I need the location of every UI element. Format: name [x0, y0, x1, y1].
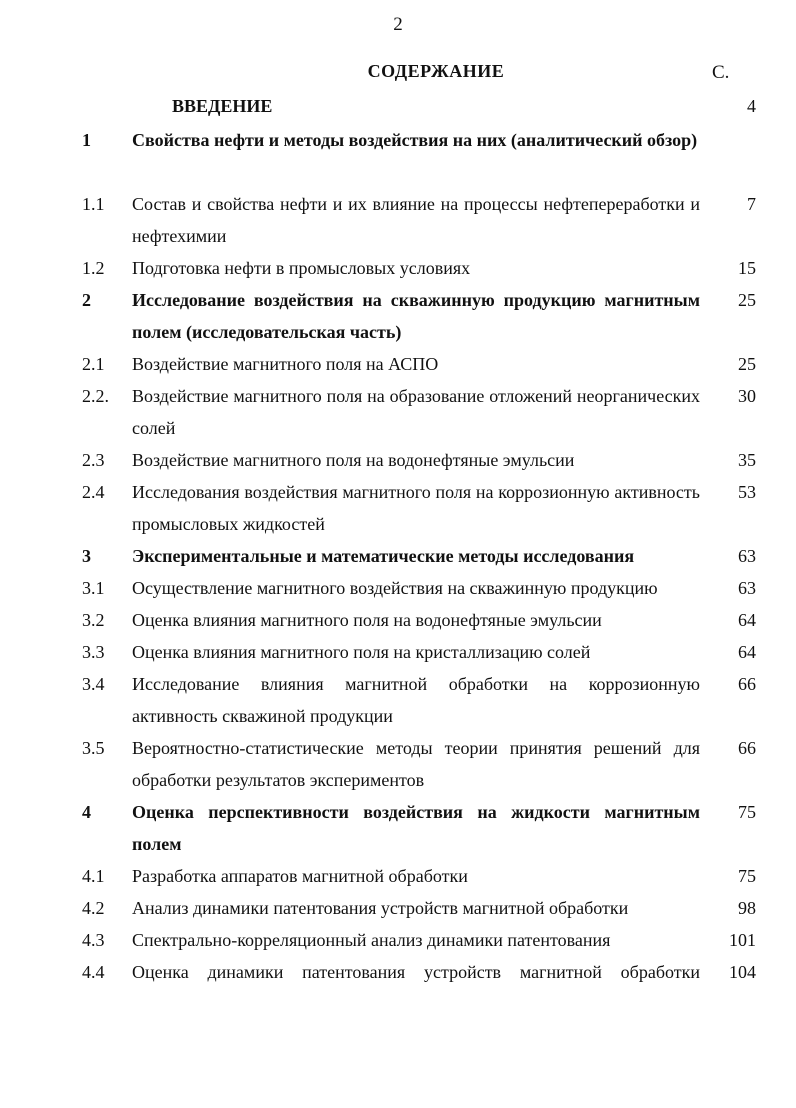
toc-entry-number: 2.3 [82, 450, 105, 470]
toc-entry [0, 380, 796, 444]
toc-entry [0, 540, 796, 572]
toc-entry-page: 75 [738, 802, 756, 822]
toc-entry [0, 444, 796, 476]
toc-entry-title: Оценка перспективности воздействия на жидкости магнитным полем [132, 802, 700, 854]
toc-entry [0, 284, 796, 348]
toc-entry-title: Исследование воздействия на скважинную продукцию магнитным полем (исследовательская часть) [132, 290, 700, 342]
toc-entry-number: 2.4 [82, 482, 105, 502]
toc-entry [0, 124, 796, 188]
toc-entry-title: Осуществление магнитного воздействия на скважинную продукцию [132, 578, 658, 598]
toc-entry-title: Воздействие магнитного поля на образование отложений неорганических солей [132, 386, 700, 438]
toc-entry-title: Оценка динамики патентования устройств магнитной обработки [132, 962, 700, 982]
toc-entry-title: Подготовка нефти в промысловых условиях [132, 258, 471, 278]
page-number: 2 [393, 14, 403, 35]
toc-entry-page: 98 [738, 898, 756, 918]
toc-entry-number: 3.2 [82, 610, 105, 630]
toc-entry-page: 101 [729, 930, 756, 950]
toc-entry-title: ВВЕДЕНИЕ [172, 96, 273, 116]
table-of-contents [0, 90, 796, 988]
toc-entry-number: 1 [82, 130, 91, 150]
toc-entry-title: Воздействие магнитного поля на АСПО [132, 354, 439, 374]
toc-entry-number: 3.4 [82, 674, 105, 694]
toc-entry-number: 1.2 [82, 258, 105, 278]
toc-entry-title: Воздействие магнитного поля на водонефтяные эмульсии [132, 450, 575, 470]
toc-entry-title: Спектрально-корреляционный анализ динамики патентования [132, 930, 611, 950]
toc-entry-page: 25 [738, 354, 756, 374]
page-column-label: С. [712, 62, 730, 83]
toc-entry [0, 892, 796, 924]
toc-entry [0, 668, 796, 732]
toc-entry-number: 4.3 [82, 930, 105, 950]
toc-entry-page: 64 [738, 642, 756, 662]
toc-entry [0, 636, 796, 668]
toc-entry-number: 4 [82, 802, 91, 822]
toc-entry-title: Оценка влияния магнитного поля на водонефтяные эмульсии [132, 610, 602, 630]
toc-entry-number: 4.1 [82, 866, 105, 886]
page-title: СОДЕРЖАНИЕ [367, 61, 505, 81]
toc-entry [0, 476, 796, 540]
toc-entry [0, 796, 796, 860]
toc-entry [0, 252, 796, 284]
toc-entry-number: 3 [82, 546, 91, 566]
toc-entry-number: 3.5 [82, 738, 105, 758]
toc-entry-page: 63 [738, 546, 756, 566]
toc-entry [0, 188, 796, 252]
toc-entry-title: Свойства нефти и методы воздействия на них (аналитический обзор) [132, 130, 698, 150]
toc-entry-page: 75 [738, 866, 756, 886]
toc-entry-page: 7 [747, 194, 756, 214]
toc-entry [0, 860, 796, 892]
toc-entry-page: 64 [738, 610, 756, 630]
toc-entry-number: 2.1 [82, 354, 105, 374]
toc-entry-title: Вероятностно-статистические методы теории принятия решений для обработки результатов экспериментов [132, 738, 700, 790]
toc-entry-number: 3.3 [82, 642, 105, 662]
toc-entry-page: 35 [738, 450, 756, 470]
toc-entry [0, 924, 796, 956]
toc-entry-number: 4.2 [82, 898, 105, 918]
toc-entry-page: 4 [747, 96, 756, 116]
toc-entry [0, 348, 796, 380]
toc-entry-page: 25 [738, 290, 756, 310]
toc-entry [0, 572, 796, 604]
toc-entry-page: 66 [738, 738, 756, 758]
toc-entry-title: Исследование влияния магнитной обработки на коррозионную активность скважиной продукции [132, 674, 700, 726]
toc-entry-title: Экспериментальные и математические методы исследования [132, 546, 635, 566]
toc-entry-number: 4.4 [82, 962, 105, 982]
toc-entry [0, 956, 796, 988]
toc-entry-page: 15 [738, 258, 756, 278]
toc-entry-page: 30 [738, 386, 756, 406]
toc-entry-title: Разработка аппаратов магнитной обработки [132, 866, 468, 886]
toc-entry-number: 3.1 [82, 578, 105, 598]
toc-entry-title: Исследования воздействия магнитного поля на коррозионную активность промысловых жидкостей [132, 482, 700, 534]
toc-entry-page: 104 [729, 962, 756, 982]
toc-entry [0, 604, 796, 636]
toc-entry-title: Оценка влияния магнитного поля на кристаллизацию солей [132, 642, 591, 662]
toc-entry-page: 63 [738, 578, 756, 598]
toc-entry-page: 53 [738, 482, 756, 502]
toc-entry-number: 2.2. [82, 386, 109, 406]
toc-entry-title: Анализ динамики патентования устройств магнитной обработки [132, 898, 629, 918]
toc-entry [0, 90, 796, 122]
toc-entry-number: 1.1 [82, 194, 105, 214]
toc-entry-page: 66 [738, 674, 756, 694]
toc-entry [0, 732, 796, 796]
toc-entry-title: Состав и свойства нефти и их влияние на процессы нефтепереработки и нефтехимии [132, 194, 700, 246]
toc-entry-number: 2 [82, 290, 91, 310]
